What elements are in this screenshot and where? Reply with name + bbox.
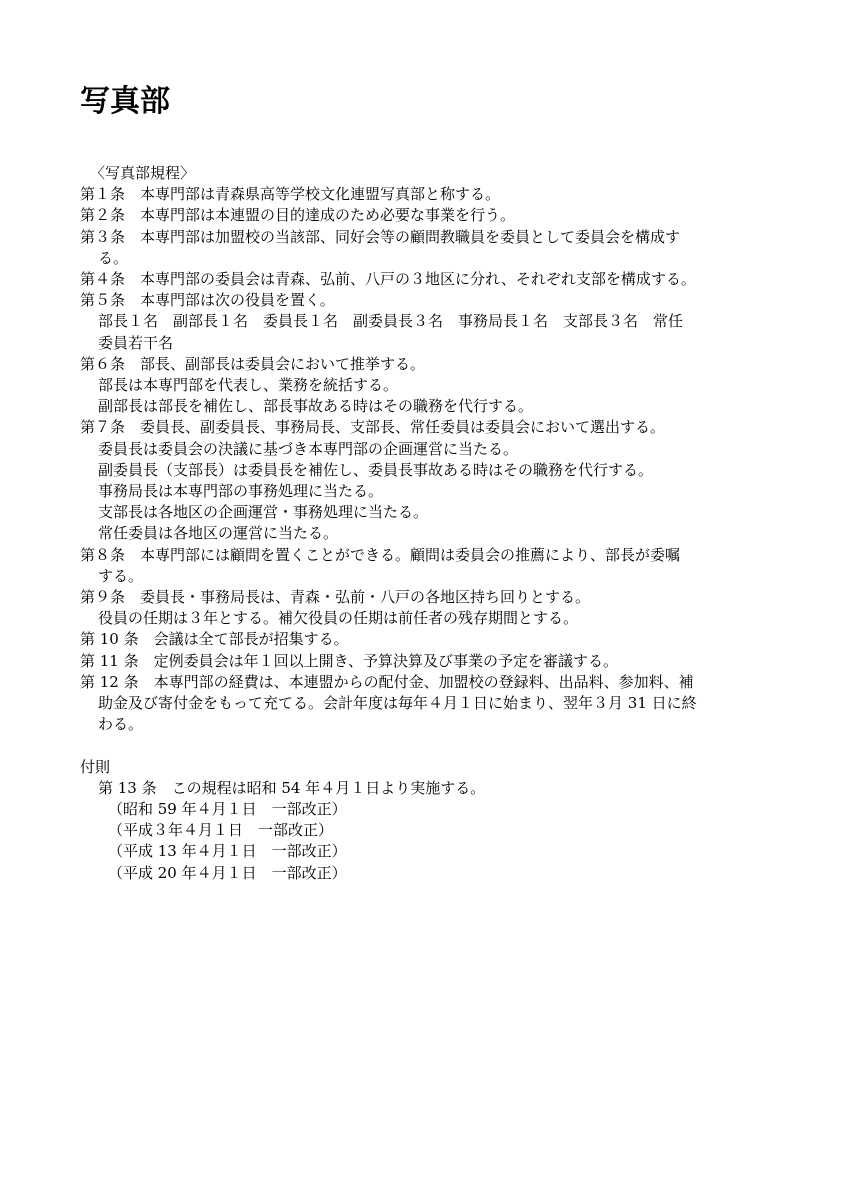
- rule-line: 第 11 条 定例委員会は年１回以上開き、予算決算及び事業の予定を審議する。: [80, 651, 619, 670]
- supplementary-line: （平成 13 年４月１日 一部改正）: [108, 842, 347, 861]
- rule-line: 第２条 本専門部は本連盟の目的達成のため必要な事業を行う。: [80, 206, 516, 225]
- rule-line: 第４条 本専門部の委員会は青森、弘前、八戸の３地区に分れ、それぞれ支部を構成する。: [80, 270, 696, 289]
- supplementary-line: 第 13 条 この規程は昭和 54 年４月１日より実施する。: [98, 778, 486, 797]
- rule-line: する。: [98, 566, 144, 585]
- rule-line: 副部長は部長を補佐し、部長事故ある時はその職務を代行する。: [98, 397, 534, 416]
- rule-line: 委員若干名: [98, 333, 174, 352]
- rule-line: 事務局長は本専門部の事務処理に当たる。: [98, 482, 384, 501]
- rule-line: わる。: [98, 715, 144, 734]
- rule-line: 第 12 条 本専門部の経費は、本連盟からの配付金、加盟校の登録料、出品料、参加料、補: [80, 672, 694, 691]
- supplementary-line: （昭和 59 年４月１日 一部改正）: [108, 800, 347, 819]
- rule-line: 第５条 本専門部は次の役員を置く。: [80, 291, 335, 310]
- supplementary-line: （平成 20 年４月１日 一部改正）: [108, 863, 347, 882]
- rule-line: 助金及び寄付金をもって充てる。会計年度は毎年４月１日に始まり、翌年３月 31 日に終: [98, 694, 697, 713]
- supplementary-heading: 付則: [80, 757, 111, 776]
- supplementary-list: [80, 778, 770, 884]
- rules-list: [80, 184, 770, 735]
- rule-line: 第 10 条 会議は全て部長が招集する。: [80, 630, 349, 649]
- rule-line: 副委員長（支部長）は委員長を補佐し、委員長事故ある時はその職務を代行する。: [98, 460, 654, 479]
- rule-line: 第７条 委員長、副委員長、事務局長、支部長、常任委員は委員会において選出する。: [80, 418, 666, 437]
- rule-line: 役員の任期は３年とする。補欠役員の任期は前任者の残存期間とする。: [98, 609, 579, 628]
- rule-line: 第８条 本専門部には顧問を置くことができる。顧問は委員会の推薦により、部長が委嘱: [80, 545, 681, 564]
- rule-line: 部長１名 副部長１名 委員長１名 副委員長３名 事務局長１名 支部長３名 常任: [98, 312, 684, 331]
- rule-line: る。: [98, 248, 129, 267]
- rule-line: 第６条 部長、副部長は委員会において推挙する。: [80, 354, 426, 373]
- document-body: [80, 163, 770, 884]
- rule-line: 部長は本専門部を代表し、業務を統括する。: [98, 376, 399, 395]
- page-title: 写真部: [80, 84, 170, 119]
- rule-line: 委員長は委員会の決議に基づき本専門部の企画運営に当たる。: [98, 439, 519, 458]
- rule-line: 第１条 本専門部は青森県高等学校文化連盟写真部と称する。: [80, 185, 501, 204]
- rule-line: 常任委員は各地区の運営に当たる。: [98, 524, 339, 543]
- rule-line: 支部長は各地区の企画運営・事務処理に当たる。: [98, 503, 429, 522]
- rules-heading: 〈写真部規程〉: [90, 164, 196, 182]
- section-gap: [80, 735, 770, 756]
- rule-line: 第９条 委員長・事務局長は、青森・弘前・八戸の各地区持ち回りとする。: [80, 588, 591, 607]
- supplementary-line: （平成３年４月１日 一部改正）: [108, 821, 334, 840]
- rule-line: 第３条 本専門部は加盟校の当該部、同好会等の顧問教職員を委員として委員会を構成す: [80, 227, 681, 246]
